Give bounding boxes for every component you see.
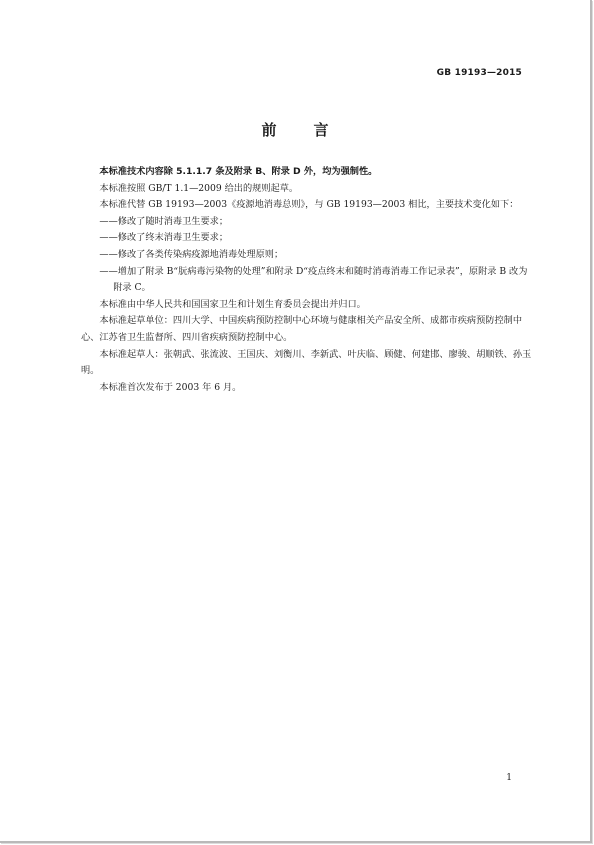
list-item-change-4: ——增加了附录 B“朊病毒污染物的处理”和附录 D“疫点终末和随时消毒消毒工作记录表”，原附录 B 改为附录 C。: [99, 265, 528, 294]
paragraph-replacement: 本标准代替 GB 19193—2003《疫源地消毒总则》，与 GB 19193—2003 相比，主要技术变化如下：: [99, 199, 519, 211]
list-item-change-2: ——修改了终末消毒卫生要求；: [99, 232, 229, 244]
paragraph-drafting-rules: 本标准按照 GB/T 1.1—2009 给出的规则起草。: [99, 182, 299, 194]
page-title: 前 言: [261, 121, 340, 139]
paragraph-drafters: 本标准起草人：张朝武、张流波、王国庆、刘衡川、李新武、叶庆临、顾健、何建邯、廖骏、胡顺铁、孙玉明。: [81, 348, 532, 377]
standard-code: GB 19193—2015: [436, 68, 522, 78]
paragraph-first-release: 本标准首次发布于 2003 年 6 月。: [99, 381, 242, 393]
document-body: [81, 164, 533, 396]
paragraph-drafting-units: 本标准起草单位：四川大学、中国疾病预防控制中心环境与健康相关产品安全所、成都市疾病预防控制中心、江苏省卫生监督所、四川省疾病预防控制中心。: [81, 315, 523, 343]
paragraph-mandatory-scope: 本标准技术内容除 5.1.1.7 条及附录 B、附录 D 外，均为强制性。: [99, 166, 378, 177]
list-item-change-3: ——修改了各类传染病疫源地消毒处理原则；: [99, 248, 284, 260]
paragraph-proposer: 本标准由中华人民共和国国家卫生和计划生育委员会提出并归口。: [99, 298, 366, 310]
list-item-change-1: ——修改了随时消毒卫生要求；: [99, 215, 229, 227]
page-number: 1: [506, 773, 512, 783]
